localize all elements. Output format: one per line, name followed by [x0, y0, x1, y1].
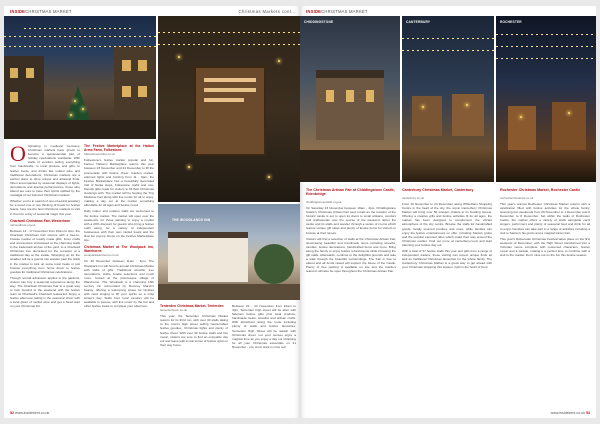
intro-paragraph-2: Whether you're in search of one-of-a-kind jewellery for a loved one or are thinking of treats for festive feasts, here are the best Christmas markets to visit in Kent for a day of seasonal magic this year.	[10, 199, 80, 216]
street-ground	[4, 120, 156, 139]
market-body-chartwell: Between 14 - 17 November from 10am to 4pm, the Chartwell Christmas Fair returns with a free-to-browse market of locally made gifts. From crafts and accessories showcased at the charming stalls in the trademark arches of the yard, to a Chartwell Christmas tree decorated for the occasion of a traditional day at the estate. Wrapping up for the weather will be a guests can wander past the stalls in the market to pick up some local treats or just browse everything from home decor to festive goodies for traditional Christmas celebrations.	[10, 228, 80, 274]
light-bulb	[520, 116, 522, 118]
website-url[interactable]: www.insidekent.co.uk	[15, 411, 50, 415]
page-footer-left	[10, 411, 49, 415]
market-heading-chartwell: Chartwell Christmas Fair, Westerham	[10, 218, 70, 223]
string-lights	[4, 46, 156, 47]
christmas-sign-photo	[158, 16, 300, 202]
inn-building	[168, 232, 248, 282]
light-bulb	[82, 108, 84, 110]
market-chalet	[452, 94, 484, 136]
market-heading-chiddingstone: The Christmas Artisan Fair at Chiddingstone Castle, Edenbridge	[306, 188, 395, 196]
market-body-chartwell-2: Though normal admission applies to the gardens, visitors can buy a seasonal experience along the way. The Chartwell Christmas Fair is a great way to look forward to the weekend with the festive team at Chartwell's Chartwell restaurant. Enjoy a festive afternoon taking in the seasonal cheer with a local glass of mulled wine and get a head start on your Christmas list.	[10, 275, 80, 309]
market-heading-folkestone: The Festive Marketplace at the Hatton Arms Farm, Folkestone	[84, 144, 154, 153]
chiddingstone-photo	[300, 16, 400, 182]
window	[122, 86, 131, 97]
market-url-woolpack: woolpackwarehorne.co.uk	[84, 253, 119, 258]
header-brand: INSIDE	[10, 9, 26, 14]
window	[122, 60, 131, 71]
string-lights	[24, 28, 134, 29]
market-body-chiddingstone: On Saturday 23 November between 10am - 4pm, Chiddingstone Castle's Christmas Artisan Fair sees locals as the location of the historic castle is set to open its doors to small artisans, vendors and craftspeople over the course of the weekend. Enter the castle and its stalls and wander through a series of rooms which feature unique gift ideas and plenty of festive items for visitors to browse at their leisure. Visitors will find a selection of stalls at the Christmas Artisan Fair, showcasing beautiful and handmade items including wreaths, candles, festive decorations, handcrafted items and more. Bring along the family to enjoy festive refreshments while browsing the gift stalls. Afterwards, continue to the delightful grounds and take a walk through the beautiful surroundings. The Fair is free to attend and all funds raised will support the future of the Castle. Plenty of free parking is available on site and the Castle's tearoom will also be open throughout the Christmas Artisan Fair.	[306, 206, 396, 274]
light-bulb	[466, 104, 468, 106]
photo-caption: THE WOODLANDS INN	[172, 218, 211, 222]
header-brand: INSIDE	[306, 9, 322, 14]
window	[346, 90, 354, 102]
string-lights	[496, 34, 596, 35]
market-url-canterbury: canterbury.co.uk	[402, 196, 424, 200]
market-body-folkestone: Folkestone's festive market popular and fun, Farmer Hatton's Marketplace returns this year between 23 November and 24 December to fill the promenade with festive cheer. Garden market, adorned lights and buzzing from 11 - 6pm, the Festive Marketplace has a beautifully decorated trail of Santa stops, Folkestone crafts and eco-friendly gifts made for visitors to fill their Christmas stockings with. The market will be hosting the Tiny Mistletoe Fair along with live music for all to enjoy, making a day out at the market something affordable for all ages and festive mood.	[84, 158, 154, 208]
market-heading-canterbury: Canterbury Christmas Market, Canterbury	[402, 188, 474, 192]
light-bulb	[268, 176, 270, 178]
page-number: 53	[586, 411, 590, 415]
sign-text-line	[204, 88, 256, 92]
string-lights	[496, 46, 596, 47]
header-section: CHRISTMAS MARKET	[321, 9, 368, 14]
market-url-folkestone: folkestonemarket.co.uk	[84, 152, 115, 157]
market-url-chartwell: nationaltrust.org.uk	[10, 222, 36, 227]
website-url[interactable]: www.insidekent.co.uk	[550, 411, 585, 415]
header-section: CHRISTMAS MARKET	[25, 9, 72, 14]
string-lights	[158, 32, 300, 33]
market-url-rochester: rochesterchristmas.co.uk	[500, 196, 534, 200]
photo-caption: CANTERBURY	[406, 20, 431, 24]
market-body-canterbury: From 16 November to 24 December along Whitefriars Shopping Centre in the heart of the city, the iconic Canterbury Christmas Market will bring over 50 wooden chalets to its bustling streets. Offering a creative gifts and festive activities fit for all ages, the market has been designed to complement the vibrant atmosphere of the city centre. Browse the stalls for handcrafted goods, locally sourced produce and more, while families can enjoy the festive entertainment on offer, including Santa's grotto and the popular carousel rides which make their way around the Christmas market. Find out more at canterbury.co.uk and start planning your festive day out. With a total of 57 festive stalls this year and gifts from a range of independent traders, those visiting can expect unique finds as well as traditional Christmas favourites for the whole family. The Canterbury Christmas Market is a great way to get ahead with your Christmas shopping this season, right in the heart of Kent.	[402, 202, 492, 270]
market-body-tenterden: This year, the Tenterden Christmas Market returns for its third run, with over 30 stalls taking to the town's high street selling hand-crafted festive goodies, Christmas lights and plenty of festive cheer. With over 30 festive stalls and live music, visitors are sure to find an enjoyable day out and leave with a real sense of festive spirit on their way home.	[160, 314, 228, 347]
running-header-right	[306, 9, 368, 14]
market-heading-rochester: Rochester Christmas Market, Rochester Castle	[500, 188, 581, 192]
market-stall	[552, 102, 586, 150]
market-body-tenterden-2: Between 22 - 24 November from 10am to 4pm, Tenterden high street will be alive with fabulous festive gifts plus local produce, handmade treats, wreaths and artisan crafts. With attractions along the route including plenty of stalls and festive favourites, Tenterden High Street will be awash with Christmas cheer. Let your senses enjoy a magical time as you enjoy a day out shopping for all your Christmas essentials on 21 November - you won't want to miss out!	[232, 304, 296, 349]
canterbury-photo	[402, 16, 494, 182]
sign-text-line	[204, 98, 244, 102]
light-bulb	[178, 56, 180, 58]
ground	[300, 150, 400, 182]
market-heading-tenterden: Tenterden Christmas Market, Tenterden	[160, 304, 224, 308]
window	[138, 60, 147, 71]
string-lights	[496, 58, 596, 59]
market-url-chiddingstone: chiddingstonecastle.org.uk	[306, 200, 342, 204]
light-bulb	[70, 114, 72, 116]
light-bulb	[422, 106, 424, 108]
sign-text-line	[204, 78, 256, 82]
window	[138, 86, 147, 97]
column-3	[160, 304, 228, 406]
window	[326, 90, 334, 102]
tenterden-photo	[158, 204, 300, 300]
market-body-folkestone-2: Daily indoor and outdoor stalls are welcomed to the festive market. The market will open over the weekends, for those wanting to enjoy a market with a 20% discount for guests who bring a festive outfit along, for a variety of independent businesses with their own mulled treats and the final fun pop-up shops on the Festive Marketplace site.	[84, 209, 154, 243]
light-bulb	[568, 112, 570, 114]
page-footer-right	[551, 411, 590, 415]
market-body-woolpack: On 30 November between 11am - 4pm, The Woolpack Inn will host its annual Christmas Market with stalls of gifts. Traditional wreaths, tree decorations, crafts, foodie selections and much more, hosted at the picturesque village of Warehorne. The Woolpack is a charming 16th century inn surrounded by Romney Marsh's beauty, offering a welcoming space for families with carol singing to lift your spirits on a crisp winter's day. Stalls from local vendors will be available to peruse, with live music by the bar and other festive treats to complete your afternoon.	[84, 259, 154, 309]
string-lights	[402, 38, 494, 39]
light-bulb	[74, 100, 76, 102]
column-1	[10, 141, 80, 309]
window	[26, 68, 34, 78]
page-number: 52	[10, 411, 14, 415]
right-page	[300, 6, 596, 418]
column-2	[84, 144, 154, 406]
window	[10, 68, 18, 78]
light-bulb	[278, 60, 280, 62]
market-heading-woolpack: Christmas Market at The Woolpack Inn, Warehorne	[84, 245, 154, 254]
photo-caption: ROCHESTER	[500, 20, 522, 24]
rochester-photo	[496, 16, 596, 182]
street-ground	[158, 284, 300, 300]
window	[366, 90, 374, 102]
string-lights	[4, 36, 156, 37]
light-bulb	[188, 166, 190, 168]
column-4	[232, 304, 296, 406]
string-lights	[158, 44, 300, 45]
market-stall	[508, 106, 536, 150]
magazine-spread	[4, 6, 596, 418]
string-lights	[402, 50, 494, 51]
market-body-rochester: This year's annual Rochester Christmas Market returns with a celebration filled with festive activities for the whole family, spanning two weekends from 29 November to 1 December and 6 December to 8 December. Set within the walls of Rochester Castle, the market offers a variety of stalls alongside carol singers, performers and plenty of seasonal food and drink for all to enjoy. Families can take part in a range of activities including a visit to Santa in his grotto and a magical winter trail. This year's Dickensian Christmas Festival takes place on the first weekend of December, with the High Street transformed into a Victorian scene complete with costumed characters, festive music and a parade, making it a perfect time to combine with a visit to the market. Don't miss out on the fun this festive season.	[500, 202, 590, 258]
left-page	[4, 6, 300, 418]
intro-paragraph: Originating in medieval Germany, Christmas markets have grown to become a quintessential part of holiday celebrations worldwide. With stalls of vendors selling everything from handicrafts, to local produce and gifts; to festive foods, and drinks like mulled wine and traditional decorations, Christmas markets are a perfect place to shop unique and artisanal finds. Often accompanied by seasonal displays of lights, decorations and special performances, those who attend are sure to have their spirits uplifted by the nostalgia of our beloved Christmas markets.	[10, 141, 80, 198]
market-url-tenterden: tenterdentown.co.uk	[160, 308, 188, 313]
running-header-left	[10, 9, 72, 14]
castle-building	[316, 70, 384, 140]
photo-caption: CHIDDINGSTONE	[304, 20, 334, 24]
running-header-center: Christmas Markets cont...	[238, 9, 296, 14]
drop-cap: O	[10, 141, 26, 166]
market-chalet	[412, 96, 442, 136]
window	[10, 92, 18, 102]
tree-foliage	[254, 244, 294, 284]
festive-street-photo	[4, 16, 156, 139]
